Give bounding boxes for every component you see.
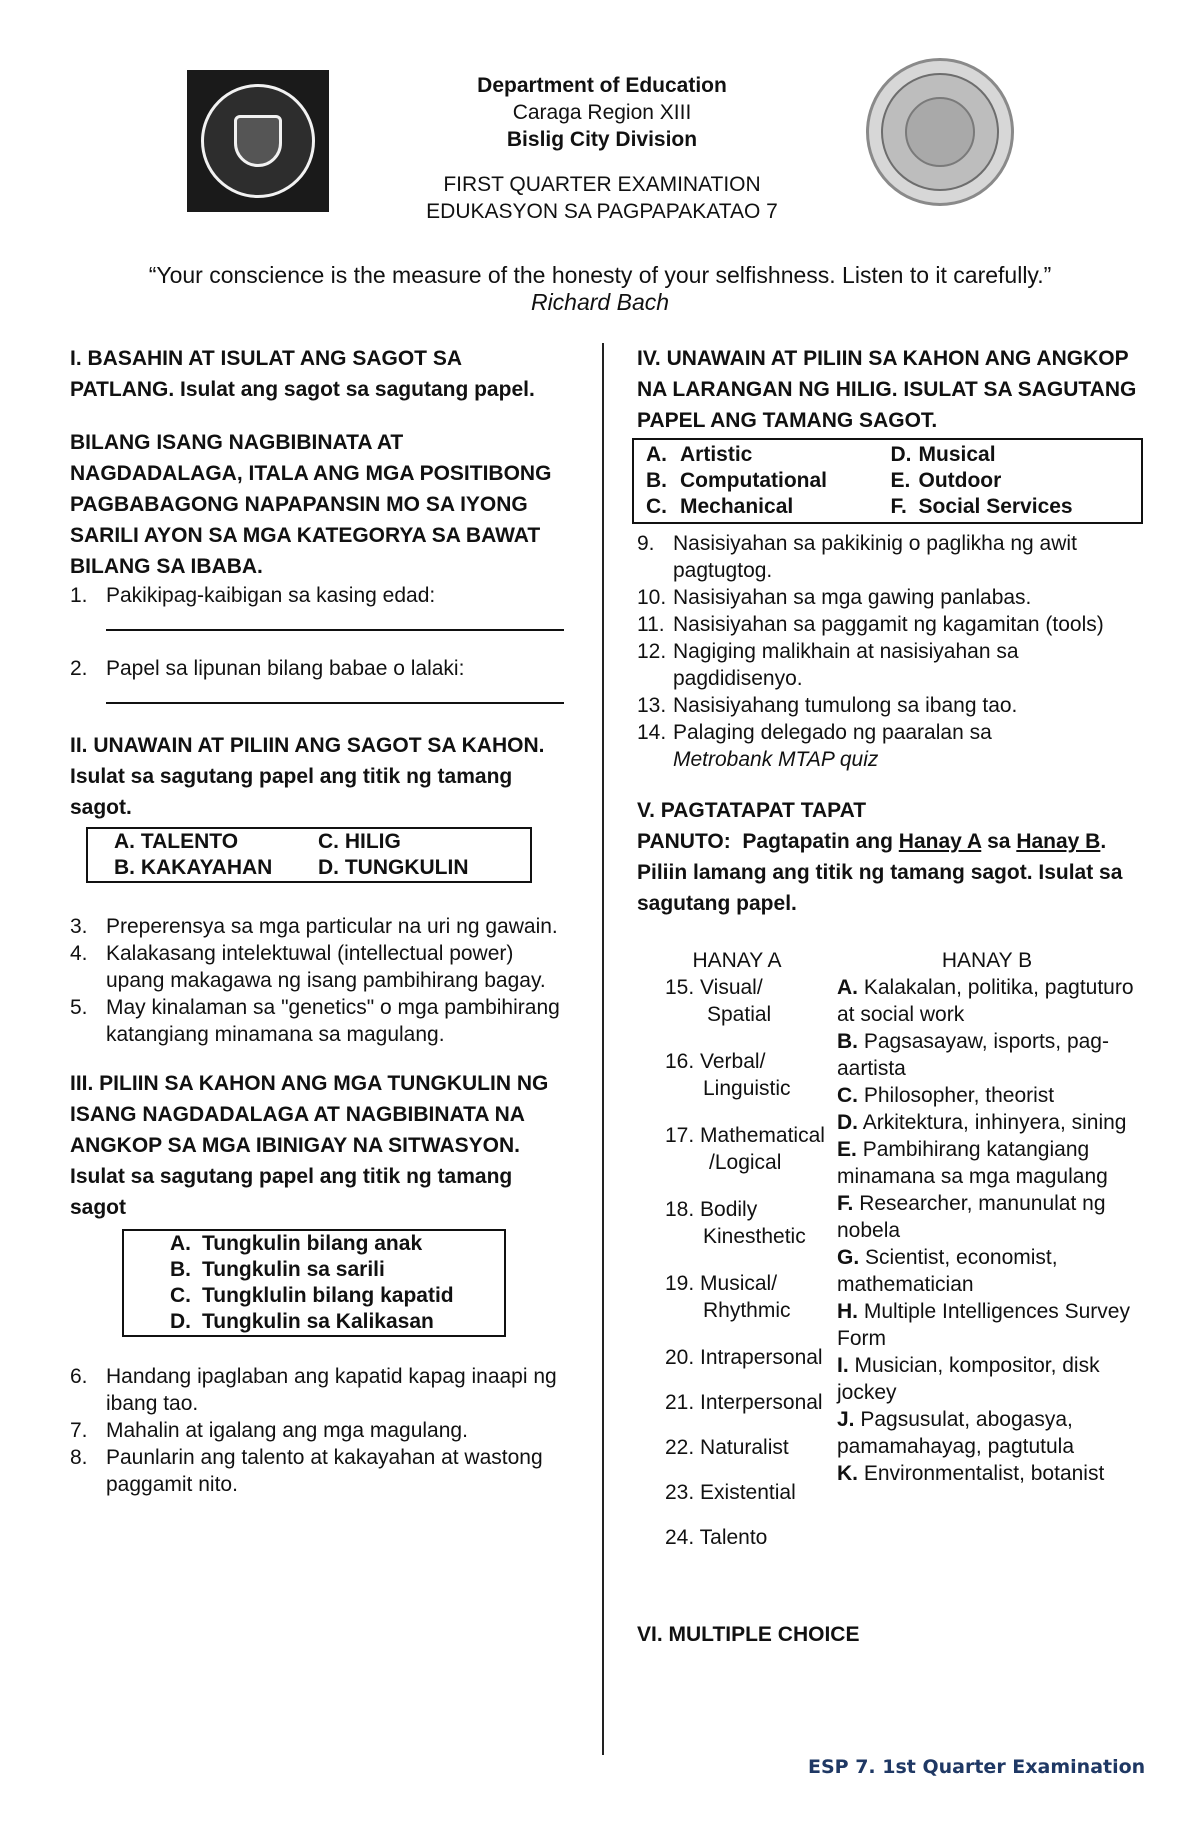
hanay-b-item: D. Arkitektura, inhinyera, sining <box>837 1111 1127 1134</box>
hanay-b-item: B. Pagsasayaw, isports, pag-aartista <box>837 1030 1109 1080</box>
quote-block <box>40 262 1160 316</box>
list-item: 6. Handang ipaglaban ang kapatid kapag inaapi ng ibang tao. <box>70 1365 557 1415</box>
list-item: 5. May kinalaman sa "genetics" o mga pambihirang katangiang minamana sa magulang. <box>70 996 560 1046</box>
section-4-list <box>637 530 1147 773</box>
list-item: 10. Nasisiyahan sa mga gawing panlabas. <box>637 586 1032 609</box>
hanay-b-item: I. Musician, kompositor, disk jockey <box>837 1354 1100 1404</box>
list-item: 12. Nagiging malikhain at nasisiyahan sa pagdidisenyo. <box>637 640 1019 690</box>
seal-ring <box>881 73 999 191</box>
choice: E. Outdoor <box>890 469 1002 492</box>
section-1-list <box>70 582 570 609</box>
choice: A. Tungkulin bilang anak <box>170 1232 423 1255</box>
section-6-title: VI. MULTIPLE CHOICE <box>637 1623 860 1646</box>
list-item: 7. Mahalin at igalang ang mga magulang. <box>70 1419 468 1442</box>
section-3-title: III. PILIIN SA KAHON ANG MGA TUNGKULIN NG ISANG NAGDADALAGA AT NAGBIBINATA NA ANGKOP SA MGA IBINIGAY NA SITWASYON. Isulat sa sagutang papel ang titik ng tamang sagot <box>70 1072 549 1219</box>
choice: D. Tungkulin sa Kalikasan <box>170 1310 434 1333</box>
deped-seal-logo <box>187 70 329 212</box>
hanay-a-item: 19. Musical/ Rhythmic <box>665 1272 791 1322</box>
hanay-a-item: 21. Interpersonal <box>665 1391 823 1414</box>
section-4-title: IV. UNAWAIN AT PILIIN SA KAHON ANG ANGKOP NA LARANGAN NG HILIG. ISULAT SA SAGUTANG PAPEL ANG TAMANG SAGOT. <box>637 347 1137 432</box>
hanay-a-item: 22. Naturalist <box>665 1436 789 1459</box>
section-5-directions: PANUTO: Pagtapatin ang Hanay A sa Hanay B. Piliin lamang ang titik ng tamang sagot. Isulat sa sagutang papel. <box>637 830 1123 915</box>
page-footer: ESP 7. 1st Quarter Examination <box>808 1756 1146 1778</box>
hanay-b-item: F. Researcher, manunulat ng nobela <box>837 1192 1106 1242</box>
choice: B. KAKAYAHAN <box>114 856 273 879</box>
section-1-subtitle: BILANG ISANG NAGBIBINATA AT NAGDADALAGA, ITALA ANG MGA POSITIBONG PAGBABAGONG NAPAPANSIN MO SA IYONG SARILI AYON SA MGA KATEGORYA SA BAWAT BILANG SA IBABA. <box>70 431 552 578</box>
region-name: Caraga Region XIII <box>512 101 692 124</box>
subject-title: EDUKASYON SA PAGPAPAKATAO 7 <box>426 200 778 223</box>
section-1-list <box>70 655 570 682</box>
hanay-b-item: H. Multiple Intelligences Survey Form <box>837 1300 1130 1350</box>
choice: C. HILIG <box>318 830 401 853</box>
hanay-b-list <box>837 974 1137 1569</box>
exam-title: FIRST QUARTER EXAMINATION <box>443 173 761 196</box>
list-item: 4. Kalakasang intelektuwal (intellectual power) upang makagawa ng isang pambihirang bagay. <box>70 942 546 992</box>
hanay-b-item: G. Scientist, economist, mathematician <box>837 1246 1058 1296</box>
hanay-a-item: 23. Existential <box>665 1481 796 1504</box>
choice: B. Tungkulin sa sarili <box>170 1258 385 1281</box>
list-item: 3. Preperensya sa mga particular na uri ng gawain. <box>70 915 558 938</box>
column-divider <box>602 343 604 1755</box>
list-item: 8. Paunlarin ang talento at kakayahan at wastong paggamit nito. <box>70 1446 543 1496</box>
section-1-title: I. BASAHIN AT ISULAT ANG SAGOT SA PATLANG. Isulat ang sagot sa sagutang papel. <box>70 347 535 401</box>
quote-author: Richard Bach <box>530 289 670 315</box>
hanay-b-item: K. Environmentalist, botanist <box>837 1462 1105 1485</box>
list-item: 14. Palaging delegado ng paaralan sa Metrobank MTAP quiz <box>637 721 992 771</box>
choice: A. TALENTO <box>114 830 239 853</box>
hanay-a-item: 20. Intrapersonal <box>665 1346 823 1369</box>
section-3-list <box>70 1363 570 1498</box>
hanay-b-item: E. Pambihirang katangiang minamana sa mga magulang <box>837 1138 1108 1188</box>
list-item: 9. Nasisiyahan sa pakikinig o paglikha ng awit pagtugtog. <box>637 532 1077 582</box>
hanay-b-header: HANAY B <box>941 949 1033 972</box>
list-item: 11. Nasisiyahan sa paggamit ng kagamitan (tools) <box>637 613 1104 636</box>
hanay-b-item: A. Kalakalan, politika, pagtuturo at social work <box>837 976 1134 1026</box>
hanay-a-item: 15. Visual/ Spatial <box>665 976 772 1026</box>
choice: D. Musical <box>890 443 996 466</box>
division-seal-logo <box>866 58 1014 206</box>
left-column <box>70 343 570 1498</box>
hanay-a-item: 16. Verbal/ Linguistic <box>665 1050 791 1100</box>
choice: C. Mechanical <box>646 495 794 518</box>
quote-text: “Your conscience is the measure of the honesty of your selfishness. Listen to it carefully.” <box>148 262 1052 288</box>
hanay-a-item: 17. Mathematical /Logical <box>665 1124 825 1174</box>
choice: C. Tungklulin bilang kapatid <box>170 1284 454 1307</box>
section-2-list <box>70 913 570 1048</box>
section-4-choice-box <box>632 438 1143 524</box>
right-column <box>637 343 1147 1650</box>
seal-emblem-icon <box>905 97 975 167</box>
seal-ring <box>201 84 315 198</box>
hanay-a-header: HANAY A <box>692 949 782 972</box>
choice: A. Artistic <box>646 443 753 466</box>
section-5-title: V. PAGTATAPAT TAPAT <box>637 799 867 822</box>
choice: B. Computational <box>646 469 827 492</box>
hanay-a-item: 18. Bodily Kinesthetic <box>665 1198 806 1248</box>
hanay-a-list <box>637 974 837 1569</box>
matching-table <box>637 947 1147 1569</box>
department-name: Department of Education <box>477 74 727 97</box>
list-item: 2. Papel sa lipunan bilang babae o lalaki: <box>70 657 465 680</box>
section-3-choice-box <box>122 1229 506 1337</box>
section-2-title: II. UNAWAIN AT PILIIN ANG SAGOT SA KAHON. Isulat sa sagutang papel ang titik ng tamang sagot. <box>70 734 545 819</box>
document-header <box>340 72 864 225</box>
hanay-b-item: C. Philosopher, theorist <box>837 1084 1055 1107</box>
list-item: 13. Nasisiyahang tumulong sa ibang tao. <box>637 694 1018 717</box>
hanay-a-item: 24. Talento <box>665 1526 768 1549</box>
choice: F. Social Services <box>890 495 1073 518</box>
section-2-choice-box <box>86 827 532 883</box>
seal-shield-icon <box>234 115 282 167</box>
choice: D. TUNGKULIN <box>318 856 469 879</box>
list-item: 1. Pakikipag-kaibigan sa kasing edad: <box>70 584 436 607</box>
hanay-b-item: J. Pagsusulat, abogasya, pamamahayag, pagtutula <box>837 1408 1074 1458</box>
division-name: Bislig City Division <box>506 128 698 151</box>
